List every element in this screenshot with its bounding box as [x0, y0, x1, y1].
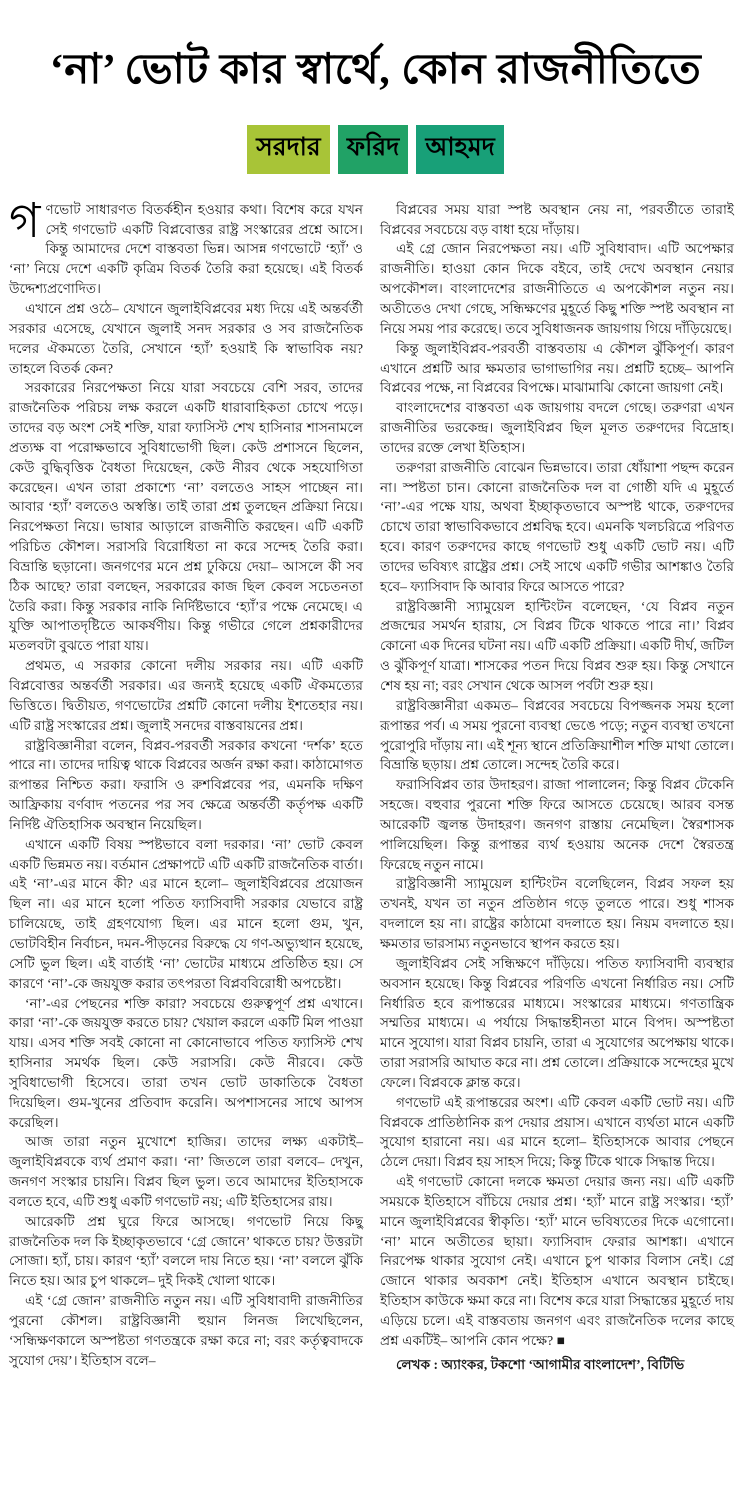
left-column [9, 194, 363, 1375]
article-headline: ‘না’ ভোট কার স্বার্থে, কোন রাজনীতিতে [49, 47, 702, 94]
lead-paragraph [9, 194, 363, 299]
article-paragraph: এই ‘গ্রে জোন’ রাজনীতি নতুন নয়। এটি সুবিধাবাদী রাজনীতির পুরনো কৌশল। রাষ্ট্রবিজ্ঞানী হুয়ান লিনজ লিখেছিলেন, ‘সন্ধিক্ষণকালে অস্পষ্টতা গণতন্ত্রকে রক্ষা করে না; বরং কর্তৃত্ববাদকে সুযোগ দেয়’। ইতিহাস বলে– [9, 1293, 363, 1368]
article-paragraph: এই গ্রে জোন নিরপেক্ষতা নয়। এটি সুবিধাবাদ। এটি অপেক্ষার রাজনীতি। হাওয়া কোন দিকে বইবে, তাই দেখে অবস্থান নেয়ার অপকৌশল। বাংলাদেশের রাজনীতিতে এ অপকৌশল নতুন নয়। অতীতেও দেখা গেছে, সন্ধিক্ষণের মুহূর্তে কিছু শক্তি স্পষ্ট অবস্থান না নিয়ে সময় পার করেছে। তবে সুবিধাজনক জায়গায় গিয়ে দাঁড়িয়েছে। [380, 241, 734, 336]
article-paragraph: বাংলাদেশের বাস্তবতা এক জায়গায় বদলে গেছে। তরুণরা এখন রাজনীতির ভরকেন্দ্র। জুলাইবিপ্লব ছিল মূলত তরুণদের বিদ্রোহ। তাদের রক্তে লেখা ইতিহাস। [380, 400, 734, 455]
author-name-word: ফরিদ [338, 125, 408, 174]
article-paragraph: এখানে একটি বিষয় স্পষ্টভাবে বলা দরকার। ‘না’ ভোট কেবল একটি ভিন্নমত নয়। বর্তমান প্রেক্ষাপটে এটি একটি রাজনৈতিক বার্তা। এই ‘না’-এর মানে কী? এর মানে হলো– জুলাইবিপ্লবের প্রয়োজন ছিল না। এর মানে হলো পতিত ফ্যাসিবাদী সরকার যেভাবে রাষ্ট্র চালিয়েছে, তাই গ্রহণযোগ্য ছিল। এর মানে হলো গুম, খুন, ভোটবিহীন নির্বাচন, দমন-পীড়নের বিরুদ্ধে যে গণ-অভ্যুত্থান হয়েছে, সেটি ভুল ছিল। এই বার্তাই ‘না’ ভোটের মাধ্যমে প্রতিষ্ঠিত হয়। সে কারণে ‘না’-কে জয়যুক্ত করার তৎপরতা বিপ্লববিরোধী অপচেষ্টা। [9, 836, 363, 991]
author-footnote [380, 1355, 734, 1375]
article-paragraph: কিন্তু জুলাইবিপ্লব-পরবর্তী বাস্তবতায় এ কৌশল ঝুঁকিপূর্ণ। কারণ এখানে প্রশ্নটি আর ক্ষমতার ভাগাভাগির নয়। প্রশ্নটি হচ্ছে– আপনি বিপ্লবের পক্ষে, না বিপ্লবের বিপক্ষে। মাঝামাঝি কোনো জায়গা নেই। [380, 340, 734, 396]
article-paragraph: রাষ্ট্রবিজ্ঞানীরা একমত– বিপ্লবের সবচেয়ে বিপজ্জনক সময় হলো রূপান্তর পর্ব। এ সময় পুরনো ব্যবস্থা ভেঙে পড়ে; নতুন ব্যবস্থা তখনো পুরোপুরি দাঁড়ায় না। এই শূন্য স্থানে প্রতিক্রিয়াশীল শক্তি মাথা তোলে। বিভ্রান্তি ছড়ায়। প্রশ্ন তোলে। সন্দেহ তৈরি করে। [380, 697, 734, 773]
author-name-word: সরদার [247, 125, 329, 174]
lead-paragraph-text: ণভোট সাধারণত বিতর্কহীন হওয়ার কথা। বিশেষ করে যখন সেই গণভোট একটি বিপ্লবোত্তর রাষ্ট্র সংস্কারের প্রশ্নে আসে। কিন্তু আমাদের দেশে বাস্তবতা ভিন্ন। আসন্ন গণভোটে ‘হ্যাঁ’ ও ‘না’ নিয়ে দেশে একটি কৃত্রিম বিতর্ক তৈরি করা হয়েছে। এই বিতর্ক উদ্দেশ্যপ্রণোদিত। [9, 201, 363, 297]
article-paragraph: রাষ্ট্রবিজ্ঞানী স্যামুয়েল হান্টিংটন বলেছিলেন, বিপ্লব সফল হয় তখনই, যখন তা নতুন প্রতিষ্ঠান গড়ে তুলতে পারে। শুধু শাসক বদলালে হয় না। রাষ্ট্রের কাঠামো বদলাতে হয়। নিয়ম বদলাতে হয়। ক্ষমতার ভারসাম্য নতুনভাবে স্থাপন করতে হয়। [380, 876, 734, 951]
right-paragraph-list [380, 200, 734, 1351]
article-paragraph: প্রথমত, এ সরকার কোনো দলীয় সরকার নয়। এটি একটি বিপ্লবোত্তর অন্তর্বর্তী সরকার। এর জন্যই হয়েছে একটি ঐকমত্যের ভিত্তিতে। দ্বিতীয়ত, গণভোটের প্রশ্নটি কোনো দলীয় ইশতেহার নয়। এটি রাষ্ট্র সংস্কারের প্রশ্ন। জুলাই সনদের বাস্তবায়নের প্রশ্ন। [9, 658, 363, 733]
article-paragraph: বিপ্লবের সময় যারা স্পষ্ট অবস্থান নেয় না, পরবর্তীতে তারাই বিপ্লবের সবচেয়ে বড় বাধা হয়ে দাঁড়ায়। [380, 201, 734, 237]
article-paragraph: তরুণরা রাজনীতি বোঝেন ভিন্নভাবে। তারা ধোঁয়াশা পছন্দ করেন না। স্পষ্টতা চান। কোনো রাজনৈতিক দল বা গোষ্ঠী যদি এ মুহূর্তে ‘না’-এর পক্ষে যায়, অথবা ইচ্ছাকৃতভাবে অস্পষ্ট থাকে, তরুণদের চোখে তারা স্বাভাবিকভাবে প্রশ্নবিদ্ধ হবে। এমনকি খলচরিত্রে পরিণত হবে। কারণ তরুণদের কাছে গণভোট শুধু একটি ভোট নয়। এটি তাদের ভবিষ্যৎ রাষ্ট্রের প্রশ্ন। সেই সাথে একটি গভীর আশঙ্কাও তৈরি হবে– ফ্যাসিবাদ কি আবার ফিরে আসতে পারে? [380, 459, 734, 594]
article-paragraph: আজ তারা নতুন মুখোশে হাজির। তাদের লক্ষ্য একটাই– জুলাইবিপ্লবকে ব্যর্থ প্রমাণ করা। ‘না’ জিতলে তারা বলবে– দেখুন, জনগণ সংস্কার চায়নি। বিপ্লব ছিল ভুল। তবে আমাদের ইতিহাসকে বলতে হবে, এটি শুধু একটি গণভোট নয়; এটি ইতিহাসের রায়। [9, 1134, 363, 1209]
article-paragraph: ‘না’-এর পেছনের শক্তি কারা? সবচেয়ে গুরুত্বপূর্ণ প্রশ্ন এখানে। কারা ‘না’-কে জয়যুক্ত করতে চায়? খেয়াল করলে একটি মিল পাওয়া যায়। এসব শক্তি সবই কোনো না কোনোভাবে পতিত ফ্যাসিস্ট শেখ হাসিনার সমর্থক ছিল। কেউ সরাসরি। কেউ নীরবে। কেউ সুবিধাভোগী হিসেবে। তারা তখন ভোট ডাকাতিকে বৈধতা দিয়েছিল। গুম-খুনের প্রতিবাদ করেনি। অপশাসনের সাথে আপস করেছিল। [9, 995, 363, 1130]
article-paragraph: রাষ্ট্রবিজ্ঞানীরা বলেন, বিপ্লব-পরবর্তী সরকার কখনো ‘দর্শক’ হতে পারে না। তাদের দায়িত্ব থাকে বিপ্লবের অর্জন রক্ষা করা। কাঠামোগত রূপান্তর নিশ্চিত করা। ফরাসি ও রুশবিপ্লবের পর, এমনকি দক্ষিণ আফ্রিকায় বর্ণবাদ পতনের পর সব ক্ষেত্রে অন্তর্বর্তী কর্তৃপক্ষ একটি নির্দিষ্ট ঐতিহাসিক অবস্থান নিয়েছিল। [9, 737, 363, 832]
author-name-word: আহমদ [416, 125, 503, 174]
article-paragraph: রাষ্ট্রবিজ্ঞানী স্যামুয়েল হান্টিংটন বলেছেন, ‘যে বিপ্লব নতুন প্রজন্মের সমর্থন হারায়, সে বিপ্লব টিকে থাকতে পারে না।’ বিপ্লব কোনো এক দিনের ঘটনা নয়। এটি একটি প্রক্রিয়া। একটি দীর্ঘ, জটিল ও ঝুঁকিপূর্ণ যাত্রা। শাসকের পতন দিয়ে বিপ্লব শুরু হয়। কিন্তু সেখানে শেষ হয় না; বরং সেখান থেকে আসল পর্বটা শুরু হয়। [380, 598, 734, 693]
article-paragraph: এখানে প্রশ্ন ওঠে– যেখানে জুলাইবিপ্লবের মধ্য দিয়ে এই অন্তর্বর্তী সরকার এসেছে, যেখানে জুলাই সনদ সরকার ও সব রাজনৈতিক দলের ঐকমত্যে তৈরি, সেখানে ‘হ্যাঁ’ হওয়াই কি স্বাভাবিক নয়? তাহলে বিতর্ক কেন? [9, 300, 363, 376]
article-paragraph: জুলাইবিপ্লব সেই সন্ধিক্ষণে দাঁড়িয়ে। পতিত ফ্যাসিবাদী ব্যবস্থার অবসান হয়েছে। কিন্তু বিপ্লবের পরিণতি এখনো নির্ধারিত নয়। সেটি নির্ধারিত হবে রূপান্তরের মাধ্যমে। সংস্কারের মাধ্যমে। গণতান্ত্রিক সম্মতির মাধ্যমে। এ পর্যায়ে সিদ্ধান্তহীনতা মানে বিপদ। অস্পষ্টতা মানে সুযোগ। যারা বিপ্লব চায়নি, তারা এ সুযোগের অপেক্ষায় থাকে। তারা সরাসরি আঘাত করে না। প্রশ্ন তোলে। প্রক্রিয়াকে সন্দেহের মুখে ফেলে। বিপ্লবকে ক্লান্ত করে। [380, 955, 734, 1090]
article-paragraph: ফরাসিবিপ্লব তার উদাহরণ। রাজা পালালেন; কিন্তু বিপ্লব টেকেনি সহজে। বহুবার পুরনো শক্তি ফিরে আসতে চেয়েছে। আরব বসন্ত আরেকটি জ্বলন্ত উদাহরণ। জনগণ রাস্তায় নেমেছিল। স্বৈরশাসক পালিয়েছিল। কিন্তু রূপান্তর ব্যর্থ হওয়ায় অনেক দেশে স্বৈরতন্ত্র ফিরেছে নতুন নামে। [380, 777, 734, 872]
left-paragraph-list [9, 299, 363, 1371]
article-paragraph: আরেকটি প্রশ্ন ঘুরে ফিরে আসছে। গণভোট নিয়ে কিছু রাজনৈতিক দল কি ইচ্ছাকৃতভাবে ‘গ্রে জোনে’ থাকতে চায়? উত্তরটা সোজা। হ্যাঁ, চায়। কারণ ‘হ্যাঁ’ বললে দায় নিতে হয়। ‘না’ বললে ঝুঁকি নিতে হয়। আর চুপ থাকলে– দুই দিকই খোলা থাকে। [9, 1213, 363, 1289]
author-footnote-label: লেখক : [396, 1356, 439, 1372]
article-paragraph: গণভোট এই রূপান্তরের অংশ। এটি কেবল একটি ভোট নয়। এটি বিপ্লবকে প্রাতিষ্ঠানিক রূপ দেয়ার প্রয়াস। এখানে ব্যর্থতা মানে একটি সুযোগ হারানো নয়। এর মানে হলো– ইতিহাসকে আবার পেছনে ঠেলে দেয়া। বিপ্লব হয় সাহস দিয়ে; কিন্তু টিকে থাকে সিদ্ধান্ত দিয়ে। [380, 1094, 734, 1170]
article-body [0, 194, 751, 1375]
drop-cap: গ [9, 194, 41, 248]
author-footnote-text: অ্যাংকর, টকশো ‘আগামীর বাংলাদেশ’, বিটিভি [441, 1356, 685, 1372]
right-column [380, 200, 734, 1375]
article-byline [0, 125, 751, 174]
article-paragraph: সরকারের নিরপেক্ষতা নিয়ে যারা সবচেয়ে বেশি সরব, তাদের রাজনৈতিক পরিচয় লক্ষ করলে একটি ধারাবাহিকতা চোখে পড়ে। তাদের বড় অংশ সেই শক্তি, যারা ফ্যাসিস্ট শেখ হাসিনার শাসনামলে প্রত্যক্ষ বা পরোক্ষভাবে সুবিধাভোগী ছিল। কেউ প্রশাসনে ছিলেন, কেউ বুদ্ধিবৃত্তিক বৈধতা দিয়েছেন, কেউ নীরব থেকে সহযোগিতা করেছেন। এখন তারা প্রকাশ্যে ‘না’ বলতেও সাহস পাচ্ছেন না। আবার ‘হ্যাঁ’ বলতেও অস্বস্তি। তাই তারা প্রশ্ন তুলছেন প্রক্রিয়া নিয়ে। নিরপেক্ষতা নিয়ে। ভাষার আড়ালে রাজনীতি করছেন। এটি একটি পরিচিত কৌশল। সরাসরি বিরোধিতা না করে সন্দেহ তৈরি করা। বিভ্রান্তি ছড়ানো। জনগণের মনে প্রশ্ন ঢুকিয়ে দেয়া– আসলে কী সব ঠিক আছে? তারা বলছেন, সরকারের কাজ ছিল কেবল সচেতনতা তৈরি করা। কিন্তু সরকার নাকি নির্দিষ্টভাবে ‘হ্যাঁ’র পক্ষে নেমেছে। এ যুক্তি আপাতদৃষ্টিতে আকর্ষণীয়। কিন্তু গভীরে গেলে প্রশ্নকারীদের মতলবটা বুঝতে পারা যায়। [9, 380, 363, 654]
article-paragraph: এই গণভোট কোনো দলকে ক্ষমতা দেয়ার জন্য নয়। এটি একটি সময়কে ইতিহাসে বাঁচিয়ে দেয়ার প্রশ্ন। ‘হ্যাঁ’ মানে রাষ্ট্র সংস্কার। ‘হ্যাঁ’ মানে জুলাইবিপ্লবের স্বীকৃতি। ‘হ্যাঁ’ মানে ভবিষ্যতের দিকে এগোনো। ‘না’ মানে অতীতের ছায়া। ফ্যাসিবাদ ফেরার আশঙ্কা। এখানে নিরপেক্ষ থাকার সুযোগ নেই। এখানে চুপ থাকার বিলাস নেই। গ্রে জোনে থাকার অবকাশ নেই। ইতিহাস এখানে অবস্থান চাইছে। ইতিহাস কাউকে ক্ষমা করে না। বিশেষ করে যারা সিদ্ধান্তের মুহূর্তে দায় এড়িয়ে চলে। এই বাস্তবতায় জনগণ এবং রাজনৈতিক দলের কাছে প্রশ্ন একটিই– আপনি কোন পক্ষে? ■ [380, 1174, 734, 1348]
